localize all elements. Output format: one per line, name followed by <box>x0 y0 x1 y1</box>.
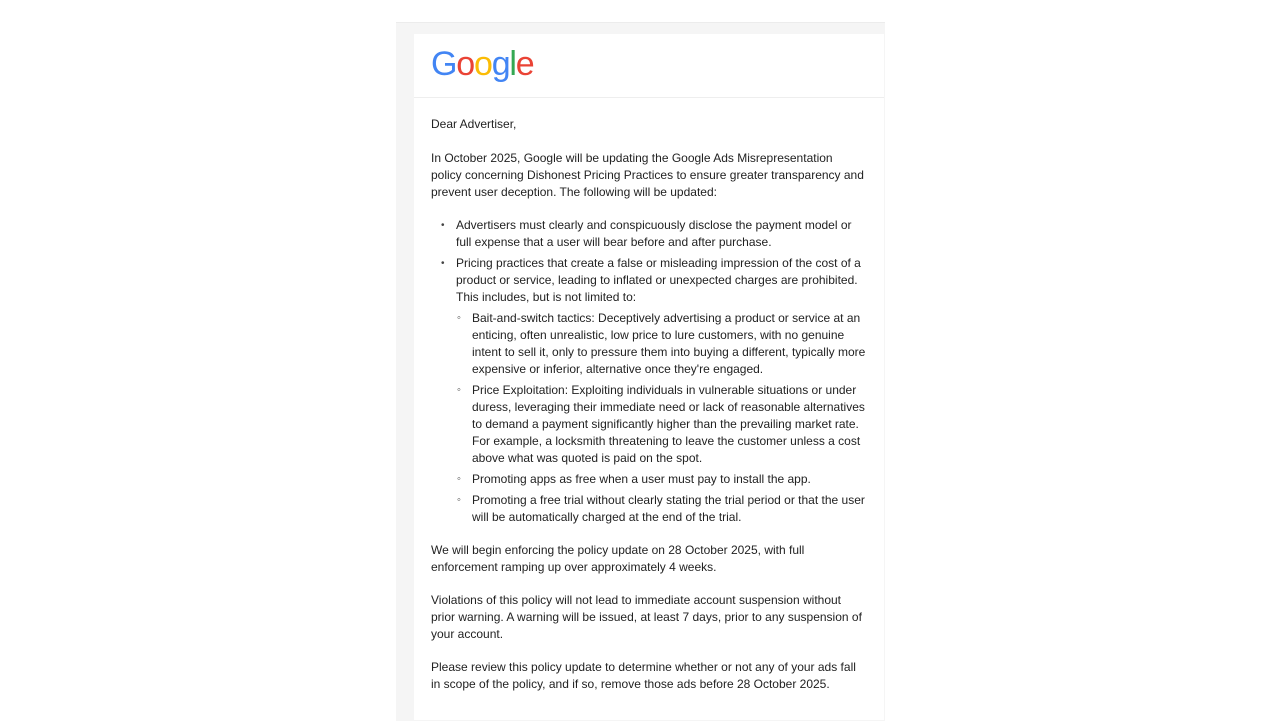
enforcement-paragraph: We will begin enforcing the policy update on 28 October 2025, with full enforcement ramping up over approximately 4 weeks. <box>431 543 805 574</box>
list-item: ◦ Price Exploitation: Exploiting individuals in vulnerable situations or under duress, leveraging their immediate need or lack of reasonable alternatives to demand a payment significantly higher than the prevailing market rate. For example, a locksmith threatening to leave the customer unless a cost above what was quoted is paid on the spot. <box>456 382 866 467</box>
bullet-text: Pricing practices that create a false or misleading impression of the cost of a product or service, leading to inflated or unexpected charges are prohibited. This includes, but is not limited to: <box>456 256 861 304</box>
email-card <box>414 34 884 720</box>
sub-bullet-list <box>456 310 866 526</box>
intro-paragraph: In October 2025, Google will be updating the Google Ads Misrepresentation policy concerning Dishonest Pricing Practices to ensure greater transparency and prevent user deception. The following will be updated: <box>431 151 864 199</box>
policy-bullet-list <box>431 217 866 526</box>
email-body <box>414 98 884 693</box>
greeting: Dear Advertiser, <box>431 117 517 131</box>
list-item <box>431 217 866 251</box>
logo-letter: G <box>431 45 457 83</box>
logo-letter: l <box>509 45 516 83</box>
list-item: ◦ Bait-and-switch tactics: Deceptively advertising a product or service at an enticing, often unrealistic, low price to lure customers, with no genuine intent to sell it, only to pressure them into buying a different, typically more expensive or inferior, alternative once they're engaged. <box>456 310 866 378</box>
logo-letter: e <box>515 45 534 83</box>
logo-letter: g <box>491 45 510 83</box>
list-item <box>431 255 866 526</box>
google-logo <box>431 47 533 81</box>
violations-paragraph: Violations of this policy will not lead to immediate account suspension without prior warning. A warning will be issued, at least 7 days, prior to any suspension of your account. <box>431 593 862 641</box>
list-item: ◦ Promoting apps as free when a user must pay to install the app. <box>456 471 866 488</box>
email-header <box>414 34 884 98</box>
review-paragraph: Please review this policy update to determine whether or not any of your ads fall in scope of the policy, and if so, remove those ads before 28 October 2025. <box>431 660 856 691</box>
logo-letter: o <box>456 45 474 83</box>
bullet-text: Advertisers must clearly and conspicuously disclose the payment model or full expense that a user will bear before and after purchase. <box>456 218 852 249</box>
logo-letter: o <box>473 45 492 83</box>
list-item: ◦ Promoting a free trial without clearly stating the trial period or that the user will be automatically charged at the end of the trial. <box>456 492 866 526</box>
